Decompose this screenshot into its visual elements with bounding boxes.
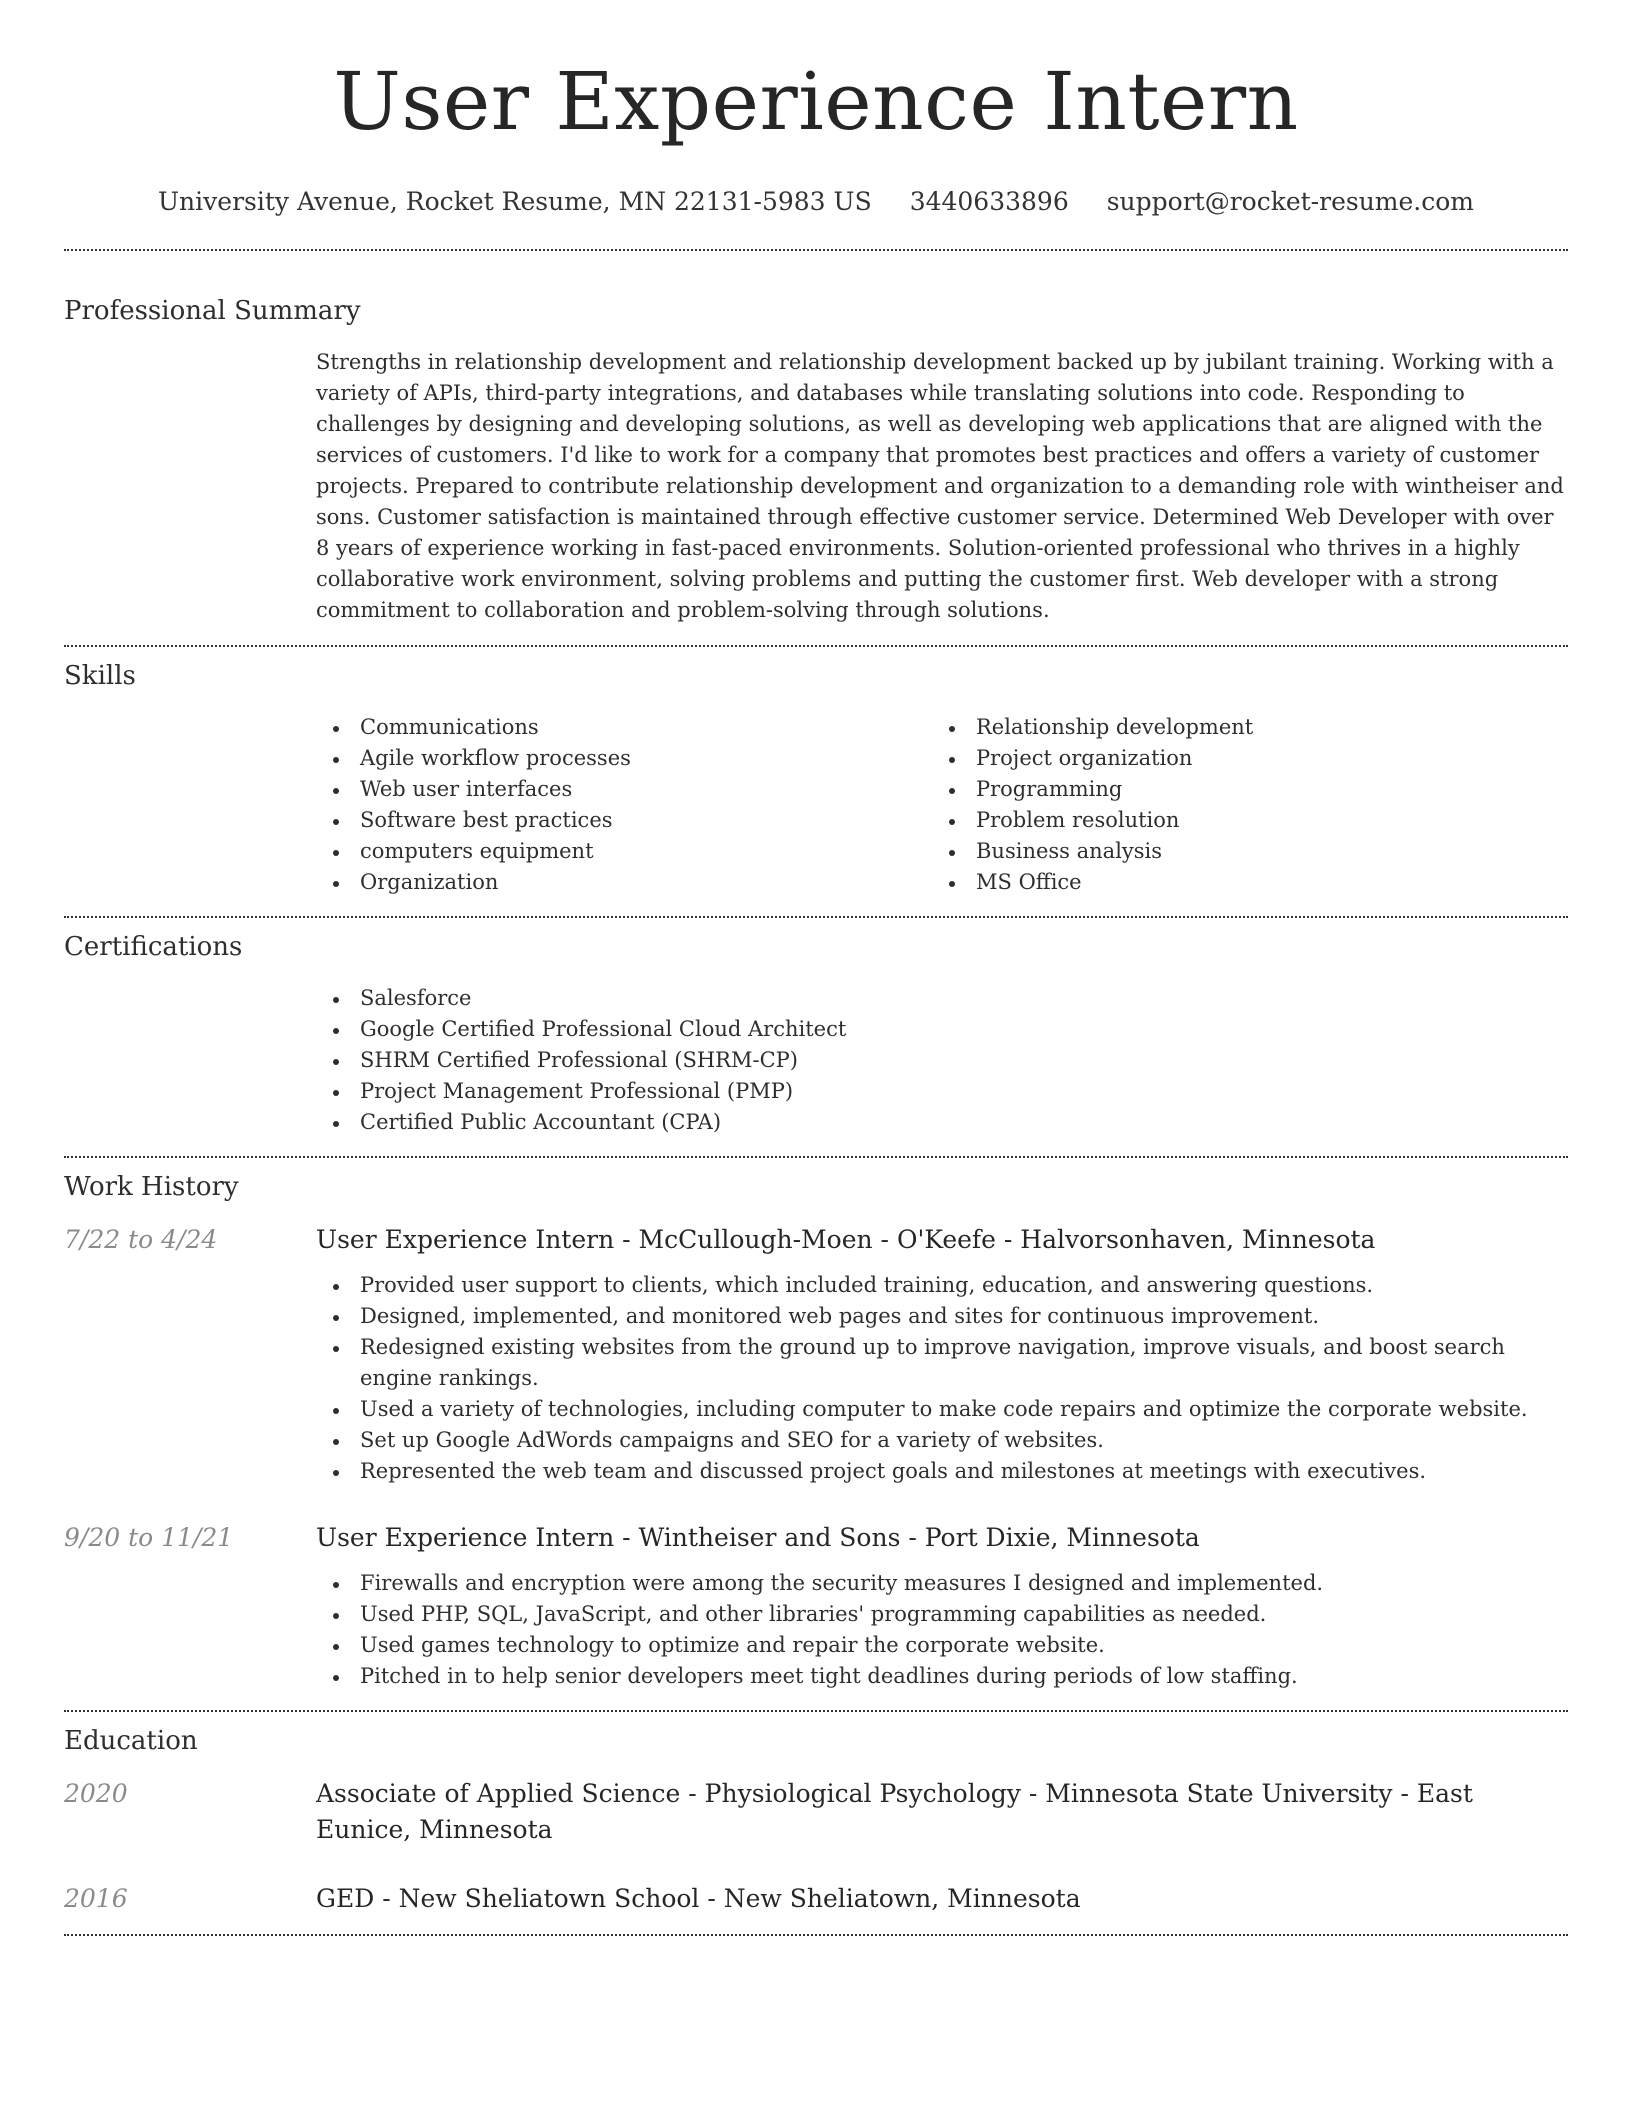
skills-section <box>64 647 1568 898</box>
certification-item: Certified Public Accountant (CPA) <box>316 1107 1568 1138</box>
section-heading: Work History <box>64 1172 239 1202</box>
summary-section <box>64 251 1568 626</box>
skill-item: Software best practices <box>316 805 932 836</box>
job-bullet-item: Designed, implemented, and monitored web pages and sites for continuous improvement. <box>316 1301 1568 1332</box>
job-bullet-item: Represented the web team and discussed project goals and milestones at meetings with executives. <box>316 1456 1568 1487</box>
skill-item: Organization <box>316 867 932 898</box>
section-heading: Professional Summary <box>64 296 361 326</box>
education-year: 2020 <box>64 1779 128 1808</box>
education-degree: GED - New Sheliatown School - New Sheliatown, Minnesota <box>316 1884 1081 1913</box>
job-title: User Experience Intern - McCullough-Moen - O'Keefe - Halvorsonhaven, Minnesota <box>316 1225 1376 1254</box>
divider <box>64 1934 1568 1936</box>
job-bullet-item: Provided user support to clients, which included training, education, and answering questions. <box>316 1270 1568 1301</box>
education-entry <box>64 1881 1568 1917</box>
contact-phone: 3440633896 <box>909 187 1069 216</box>
job-bullets <box>316 1270 1568 1487</box>
job-dates: 9/20 to 11/21 <box>64 1523 234 1552</box>
skill-item: Programming <box>932 774 1548 805</box>
skill-item: Business analysis <box>932 836 1548 867</box>
job-dates: 7/22 to 4/24 <box>64 1225 218 1254</box>
job-entry <box>64 1222 1568 1487</box>
job-bullet-item: Used games technology to optimize and repair the corporate website. <box>316 1630 1568 1661</box>
skill-item: Web user interfaces <box>316 774 932 805</box>
education-degree: Associate of Applied Science - Physiological Psychology - Minnesota State University - East Eunice, Minnesota <box>316 1779 1473 1844</box>
summary-text: Strengths in relationship development and relationship development backed up by jubilant training. Working with a variety of APIs, third-party integrations, and databases while translating solutions into code. Responding to challenges by designing and developing solutions, as well as developing web applications that are aligned with the services of customers. I'd like to work for a company that promotes best practices and offers a variety of customer projects. Prepared to contribute relationship development and organization to a demanding role with wintheiser and sons. Customer satisfaction is maintained through effective customer service. Determined Web Developer with over 8 years of experience working in fast-paced environments. Solution-oriented professional who thrives in a highly collaborative work environment, solving problems and putting the customer first. Web developer with a strong commitment to collaboration and problem-solving through solutions. <box>316 350 1564 622</box>
job-bullet-item: Firewalls and encryption were among the security measures I designed and implemented. <box>316 1568 1568 1599</box>
job-bullet-item: Pitched in to help senior developers meet tight deadlines during periods of low staffing. <box>316 1661 1568 1692</box>
skill-item: Relationship development <box>932 712 1548 743</box>
certifications-section <box>64 918 1568 1138</box>
job-bullet-item: Used a variety of technologies, including computer to make code repairs and optimize the corporate website. <box>316 1394 1568 1425</box>
page-title: User Experience Intern <box>333 55 1299 148</box>
job-title: User Experience Intern - Wintheiser and Sons - Port Dixie, Minnesota <box>316 1523 1200 1552</box>
section-heading: Education <box>64 1726 198 1756</box>
certification-item: Google Certified Professional Cloud Architect <box>316 1014 1568 1045</box>
education-year: 2016 <box>64 1884 128 1913</box>
certifications-list <box>316 983 1568 1138</box>
certification-item: Project Management Professional (PMP) <box>316 1076 1568 1107</box>
skill-item: Problem resolution <box>932 805 1548 836</box>
section-heading: Skills <box>64 661 136 691</box>
job-entry <box>64 1520 1568 1692</box>
skill-item: Agile workflow processes <box>316 743 932 774</box>
skills-list-right <box>932 712 1548 898</box>
resume-header <box>64 0 1568 218</box>
contact-address: University Avenue, Rocket Resume, MN 22131-5983 US <box>157 187 872 216</box>
job-bullets <box>316 1568 1568 1692</box>
job-bullet-item: Redesigned existing websites from the ground up to improve navigation, improve visuals, and boost search engine rankings. <box>316 1332 1568 1394</box>
education-section <box>64 1712 1568 1917</box>
skill-item: Project organization <box>932 743 1548 774</box>
certification-item: Salesforce <box>316 983 1568 1014</box>
job-bullet-item: Set up Google AdWords campaigns and SEO for a variety of websites. <box>316 1425 1568 1456</box>
job-bullet-item: Used PHP, SQL, JavaScript, and other libraries' programming capabilities as needed. <box>316 1599 1568 1630</box>
skills-list-left <box>316 712 932 898</box>
skill-item: computers equipment <box>316 836 932 867</box>
section-heading: Certifications <box>64 932 243 962</box>
certification-item: SHRM Certified Professional (SHRM-CP) <box>316 1045 1568 1076</box>
contact-line <box>64 186 1568 218</box>
work-history-section <box>64 1158 1568 1692</box>
contact-email: support@rocket-resume.com <box>1106 187 1475 216</box>
skill-item: MS Office <box>932 867 1548 898</box>
education-entry <box>64 1776 1568 1848</box>
skill-item: Communications <box>316 712 932 743</box>
